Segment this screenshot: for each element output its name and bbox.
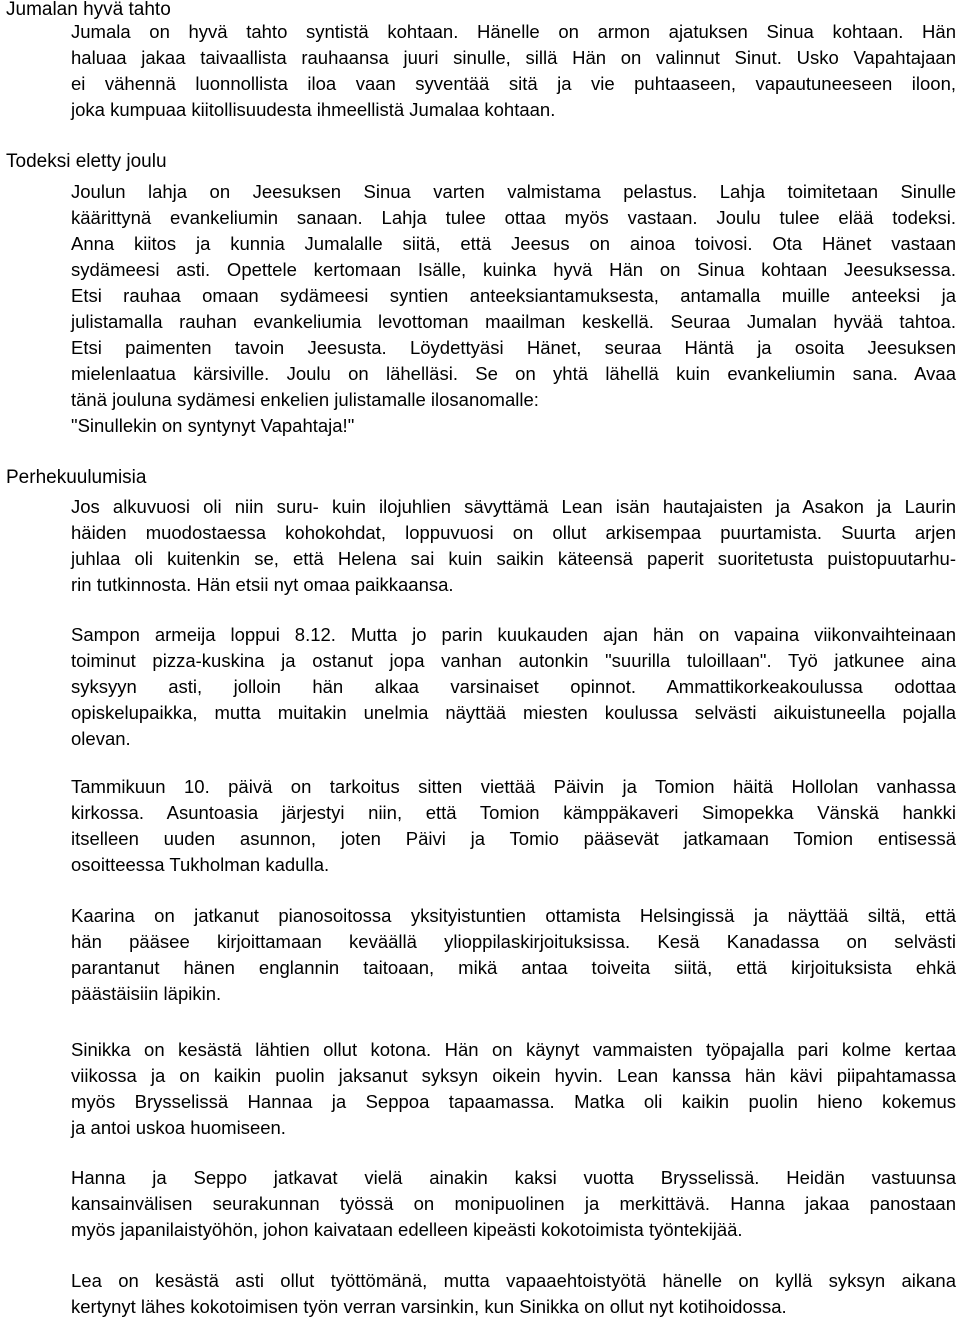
text-line: mielenlaatua kärsiville. Joulu on lähelläsi. Se on yhtä lähellä kuin evankeliumin sana. Avaa	[71, 363, 956, 384]
text-line: Jos alkuvuosi oli niin suru- kuin ilojuhlien sävyttämä Lean isän hautajaisten ja Asakon ja Laurin	[71, 496, 956, 517]
text-line: Etsi rauhaa omaan sydämeesi syntien anteeksiantamuksesta, antamalla muille anteeksi ja	[71, 285, 956, 306]
text-line: olevan.	[71, 728, 131, 749]
text-line: Tammikuun 10. päivä on tarkoitus sitten viettää Päivin ja Tomion häitä Hollolan vanhassa	[71, 776, 956, 797]
text-line: parantanut hänen englannin taitoaan, mikä antaa toiveita siitä, että kirjoituksista ehkä	[71, 957, 956, 978]
text-line: Jumala on hyvä tahto syntistä kohtaan. Hänelle on armon ajatuksen Sinua kohtaan. Hän	[71, 21, 956, 42]
text-line: joka kumpuaa kiitollisuudesta ihmeellistä Jumalaa kohtaan.	[71, 99, 556, 120]
text-line: Hanna ja Seppo jatkavat vielä ainakin kaksi vuotta Brysselissä. Heidän vastuunsa	[71, 1167, 956, 1188]
text-line: hän pääsee kirjoittamaan keväällä ylioppilaskirjoituksissa. Kesä Kanadassa on selvästi	[71, 931, 956, 952]
text-line: myös japanilaistyöhön, johon kaivataan edelleen kipeästi kokotoimista työntekijää.	[71, 1219, 743, 1240]
text-line: päästäisiin läpikin.	[71, 983, 222, 1004]
section-heading-perhekuulumisia: Perhekuulumisia	[6, 467, 147, 488]
text-line: ja antoi uskoa huomiseen.	[71, 1117, 286, 1138]
paragraph	[71, 622, 956, 752]
text-line: kansainvälisen seurakunnan työssä on monipuolinen ja merkittävä. Hanna jakaa panostaan	[71, 1193, 956, 1214]
text-line: itselleen uuden asunnon, joten Päivi ja Tomio pääsevät jatkamaan Tomion entisessä	[71, 828, 956, 849]
text-line: Sinikka on kesästä lähtien ollut kotona. Hän on käynyt vammaisten työpajalla pari kolme kertaa	[71, 1039, 956, 1060]
text-line: opiskelupaikka, mutta muitakin unelmia näyttää miesten koulussa selvästi aikuistuneella pojalla	[71, 702, 956, 723]
text-line: Kaarina on jatkanut pianosoitossa yksityistuntien ottamista Helsingissä ja näyttää siltä, että	[71, 905, 956, 926]
text-line: juhlaa oli kuitenkin se, että Helena sai kuin saikin käteensä paperit suoritetusta puistopuutarhu-	[71, 548, 956, 569]
text-line: käärittynä evankeliumin sanaan. Lahja tulee ottaa myös vastaan. Joulu tulee elää todeksi.	[71, 207, 956, 228]
section-heading-jumalan-hyva-tahto: Jumalan hyvä tahto	[6, 0, 171, 20]
text-line: tänä jouluna sydämesi enkelien julistamalle ilosanomalle:	[71, 389, 539, 410]
paragraph	[71, 903, 956, 1007]
paragraph	[71, 19, 956, 123]
text-line: rin tutkinnosta. Hän etsii nyt omaa paikkaansa.	[71, 574, 454, 595]
text-line: Lea on kesästä asti ollut työttömänä, mutta vapaaehtoistyötä hänelle on kyllä syksyn aikana	[71, 1270, 956, 1291]
paragraph	[71, 494, 956, 598]
text-line: "Sinullekin on syntynyt Vapahtaja!"	[71, 415, 355, 436]
section-heading-todeksi-eletty-joulu: Todeksi eletty joulu	[6, 151, 167, 172]
text-line: Anna kiitos ja kunnia Jumalalle siitä, että Jeesus on ainoa toivosi. Ota Hänet vastaan	[71, 233, 956, 254]
text-line: Etsi paimenten tavoin Jeesusta. Löydettyäsi Hänet, seuraa Häntä ja osoita Jeesuksen	[71, 337, 956, 358]
text-line: myös Brysselissä Hannaa ja Seppoa tapaamassa. Matka oli kaikin puolin hieno kokemus	[71, 1091, 956, 1112]
text-line: osoitteessa Tukholman kadulla.	[71, 854, 330, 875]
paragraph	[71, 1037, 956, 1141]
text-line: Sampon armeija loppui 8.12. Mutta jo parin kuukauden ajan hän on vapaina viikonvaihteinaan	[71, 624, 956, 645]
text-line: kirkossa. Asuntoasia järjestyi niin, että Tomion kämppäkaveri Simopekka Vänskä hankki	[71, 802, 956, 823]
text-line: syksyyn asti, jolloin hän alkaa varsinaiset opinnot. Ammattikorkeakoulussa odottaa	[71, 676, 956, 697]
text-line: toiminut pizza-kuskina ja ostanut jopa vanhan autonkin "suurilla tuloillaan". Työ jatkunee aina	[71, 650, 956, 671]
text-line: sydämeesi asti. Opettele kertomaan Isälle, kuinka hyvä Hän on Sinua kohtaan Jeesuksessa.	[71, 259, 956, 280]
text-line: häiden muodostaessa kohokohdat, loppuvuosi on ollut arkisempaa puurtamista. Suurta arjen	[71, 522, 956, 543]
text-line: haluaa jakaa taivaallista rauhaansa juuri sinulle, sillä Hän on valinnut Sinut. Usko Vapahtajaan	[71, 47, 956, 68]
text-line: viikossa ja on kaikin puolin jaksanut syksyn oikein hyvin. Lean kanssa hän kävi piipahtamassa	[71, 1065, 956, 1086]
text-line: kertynyt lähes kokotoimisen työn verran varsinkin, kun Sinikka on ollut nyt kotihoidossa.	[71, 1296, 787, 1317]
text-line: Joulun lahja on Jeesuksen Sinua varten valmistama pelastus. Lahja toimitetaan Sinulle	[71, 181, 956, 202]
text-line: julistamalla rauhan evankeliumia levottoman maailman keskellä. Seuraa Jumalan hyvää tahtoa.	[71, 311, 956, 332]
text-line: ei vähennä luonnollista iloa vaan syventää sitä ja vie puhtaaseen, vapautuneeseen iloon,	[71, 73, 956, 94]
paragraph	[71, 179, 956, 439]
paragraph	[71, 1268, 956, 1320]
paragraph	[71, 1165, 956, 1243]
paragraph	[71, 774, 956, 878]
